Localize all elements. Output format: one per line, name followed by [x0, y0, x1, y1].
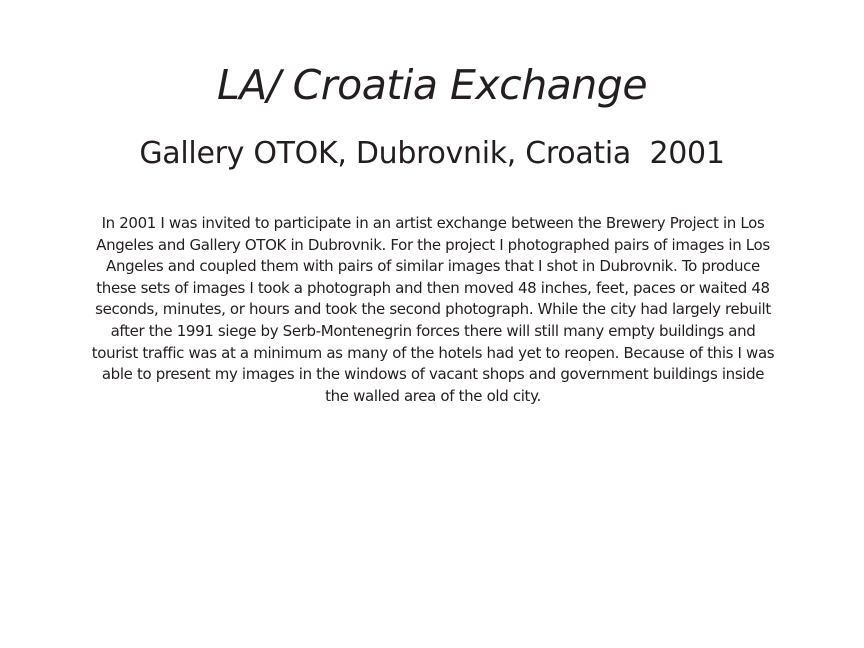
page-title: LA/ Croatia Exchange	[216, 61, 648, 109]
page-subtitle: Gallery OTOK, Dubrovnik, Croatia 2001	[139, 136, 725, 171]
body-paragraph: In 2001 I was invited to participate in an artist exchange between the Brewery Project in Los Angeles and Gallery OTOK in Dubrovnik. For the project I photographed pairs of images in Los Angeles and coupled them with pairs of similar images that I shot in Dubrovnik. To produce these sets of images I took a photograph and then moved 48 inches, feet, paces or waited 48 seconds, minutes, or hours and took the second photograph. While the city had largely rebuilt after the 1991 siege by Serb-Montenegrin forces there will still many empty buildings and tourist traffic was at a minimum as many of the hotels had yet to reopen. Because of this I was able to present my images in the windows of vacant shops and government buildings inside the walled area of the old city.	[91, 214, 775, 405]
